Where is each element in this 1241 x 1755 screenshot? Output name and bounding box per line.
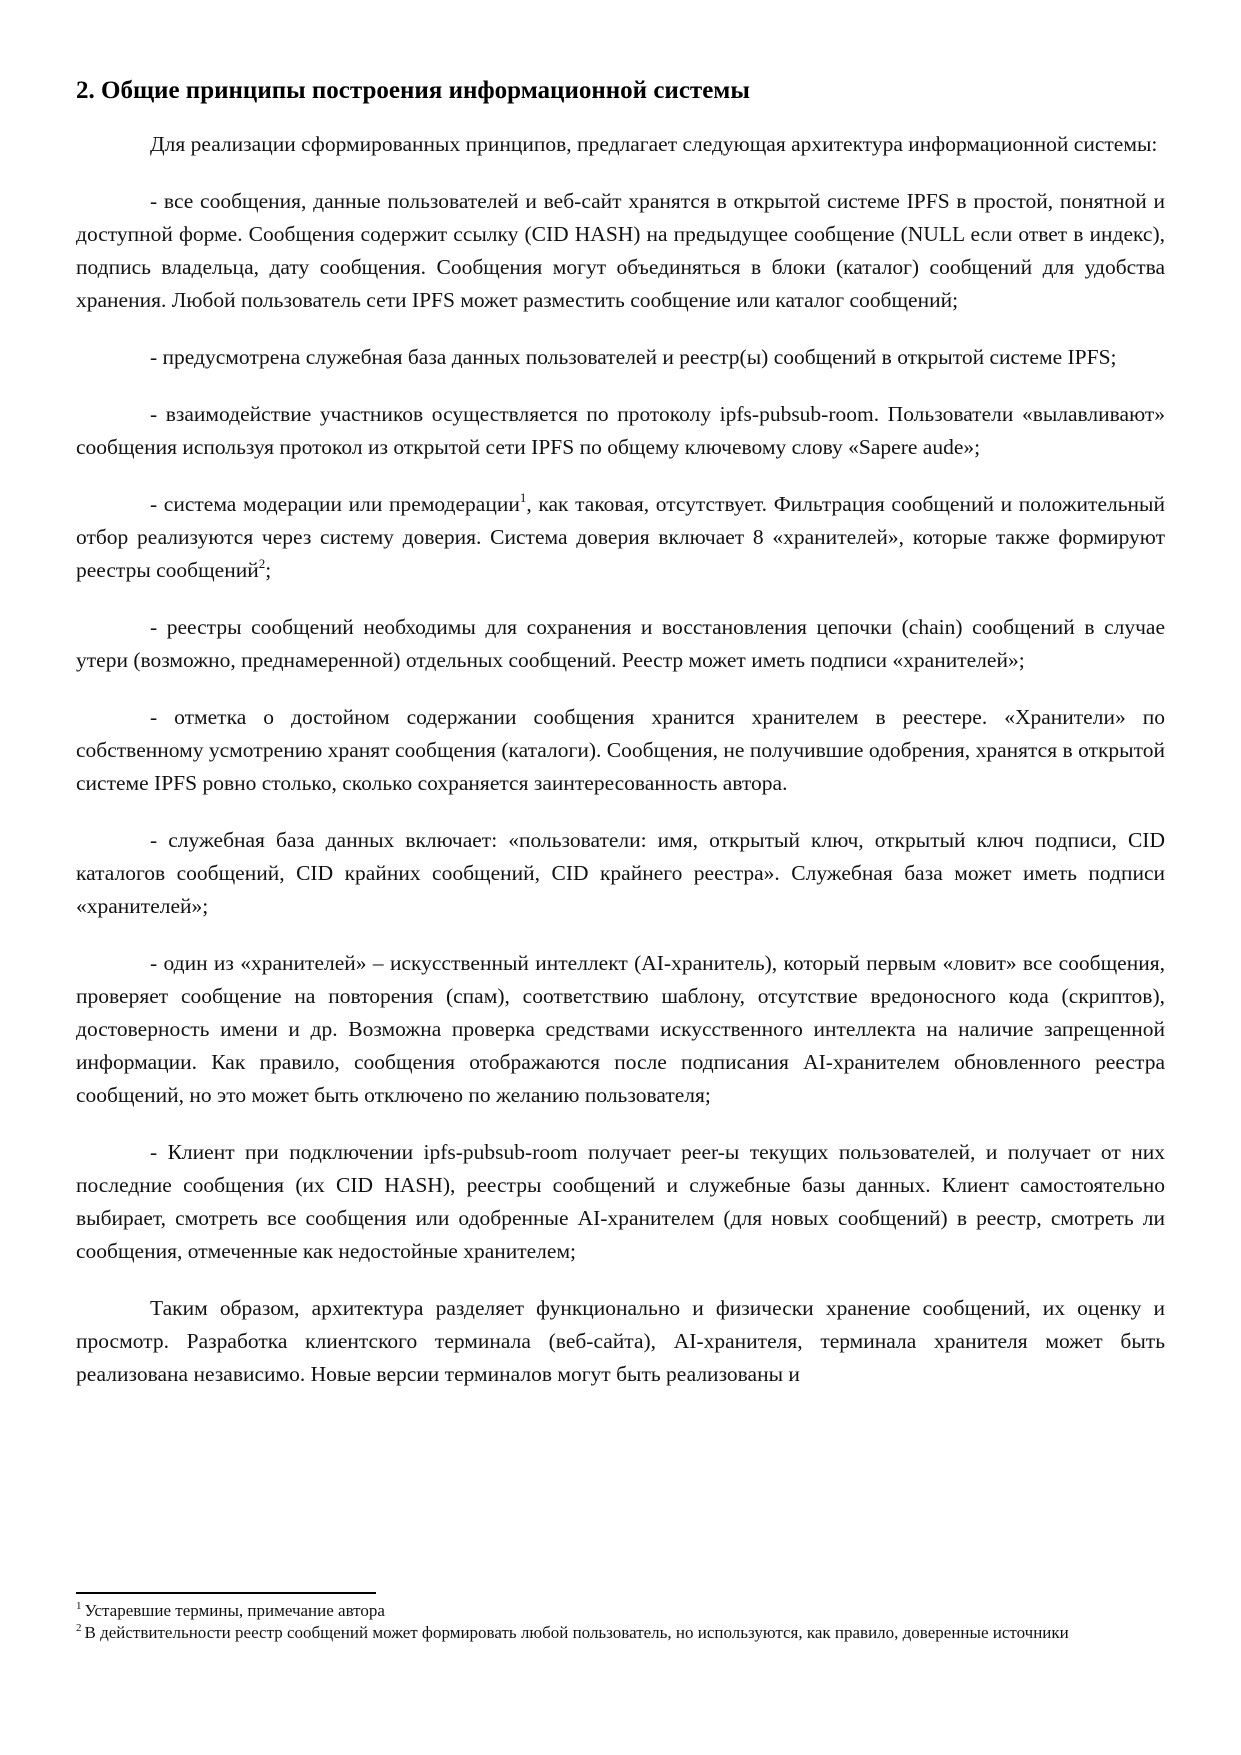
- paragraph-conclusion: Таким образом, архитектура разделяет функционально и физически хранение сообщений, их оценку и просмотр. Разработка клиентского терминала (веб-сайта), AI-хранителя, терминала хранителя может быть реализована независимо. Новые версии терминалов могут быть реализованы и: [76, 1296, 1165, 1386]
- paragraph-registries: - реестры сообщений необходимы для сохранения и восстановления цепочки (chain) сообщений в случае утери (возможно, преднамеренной) отдельных сообщений. Реестр может иметь подписи «хранителей»;: [76, 615, 1165, 672]
- paragraph-ipfs-storage: - все сообщения, данные пользователей и веб-сайт хранятся в открытой системе IPFS в простой, понятной и доступной форме. Сообщения содержит ссылку (CID HASH) на предыдущее сообщение (NULL если ответ в индекс), подпись владельца, дату сообщения. Сообщения могут объединяться в блоки (каталог) сообщений для удобства хранения. Любой пользователь сети IPFS может разместить сообщение или каталог сообщений;: [76, 189, 1165, 312]
- footnote-separator: [76, 1592, 376, 1594]
- footnote-1: [76, 1600, 1165, 1622]
- text-segment: - система модерации или премодерации: [150, 492, 520, 516]
- paragraph-keepers: - отметка о достойном содержании сообщения хранится хранителем в реестере. «Хранители» по собственному усмотрению хранят сообщения (каталоги). Сообщения, не получившие одобрения, хранятся в открытой системе IPFS ровно столько, сколько сохраняется заинтересованность автора.: [76, 705, 1165, 795]
- section-heading: 2. Общие принципы построения информационной системы: [76, 77, 750, 104]
- footnote-number: 2: [76, 1622, 82, 1634]
- footnote-ref-2[interactable]: 2: [258, 556, 266, 571]
- footnotes: [76, 1592, 1165, 1644]
- text-segment: , как таковая, отсутствует. Фильтрация сообщений и положительный отбор реализуются через систему доверия. Система доверия включает 8 «хранителей», которые также формируют реестры сообщений: [76, 492, 1165, 582]
- footnote-2: [76, 1622, 1165, 1644]
- paragraph-service-db: - предусмотрена служебная база данных пользователей и реестр(ы) сообщений в открытой системе IPFS;: [150, 345, 1117, 369]
- text-segment: ;: [265, 558, 272, 582]
- footnote-text: В действительности реестр сообщений может формировать любой пользователь, но используются, как правило, доверенные источники: [84, 1623, 1069, 1642]
- paragraph-moderation: [76, 488, 1165, 587]
- paragraph-pubsub: - взаимодействие участников осуществляется по протоколу ipfs-pubsub-room. Пользователи «вылавливают» сообщения используя протокол из открытой сети IPFS по общему ключевому слову «Sapere aude»;: [76, 402, 1165, 459]
- paragraph-ai-keeper: - один из «хранителей» – искусственный интеллект (AI-хранитель), который первым «ловит» все сообщения, проверяет сообщение на повторения (спам), соответствию шаблону, отсутствие вредоносного кода (скриптов), достоверность имени и др. Возможна проверка средствами искусственного интеллекта на наличие запрещенной информации. Как правило, сообщения отображаются после подписания AI-хранителем обновленного реестра сообщений, но это может быть отключено по желанию пользователя;: [76, 951, 1165, 1107]
- footnote-text: Устаревшие термины, примечание автора: [84, 1601, 385, 1620]
- footnote-number: 1: [76, 1600, 82, 1612]
- paragraph-service-db-contents: - служебная база данных включает: «пользователи: имя, открытый ключ, открытый ключ подписи, CID каталогов сообщений, CID крайних сообщений, CID крайнего реестра». Служебная база может иметь подписи «хранителей»;: [76, 828, 1165, 918]
- document-page: [76, 76, 1165, 1415]
- footnote-ref-1[interactable]: 1: [519, 490, 527, 505]
- paragraph-intro: Для реализации сформированных принципов, предлагает следующая архитектура информационной системы:: [150, 132, 1158, 156]
- paragraph-client: - Клиент при подключении ipfs-pubsub-room получает peer-ы текущих пользователей, и получает от них последние сообщения (их CID HASH), реестры сообщений и служебные базы данных. Клиент самостоятельно выбирает, смотреть все сообщения или одобренные AI-хранителем (для новых сообщений) в реестр, смотреть ли сообщения, отмеченные как недостойные хранителем;: [76, 1140, 1165, 1263]
